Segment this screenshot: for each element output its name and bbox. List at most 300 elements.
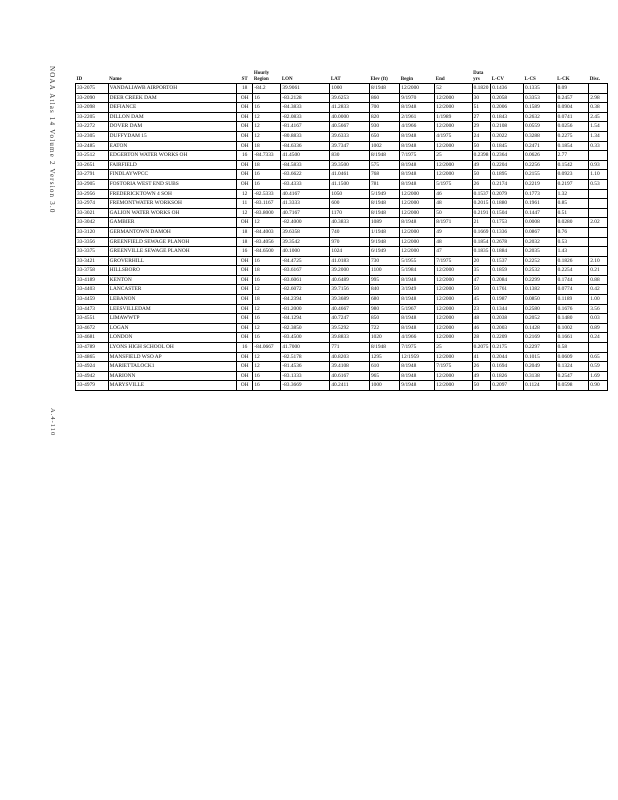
cell-begin: 12/2000 (400, 189, 435, 199)
cell-id: 33-4672 (76, 323, 109, 333)
cell-region: -84.6500 (253, 247, 281, 257)
cell-region: 12 (253, 285, 281, 295)
header-lck: L-CK (556, 67, 589, 84)
cell-begin: 8/1948 (400, 218, 435, 228)
cell-lcs: 0.3353 (523, 93, 556, 103)
page-number-text: A.4-110 (49, 408, 56, 437)
cell-lat: 1000 (330, 84, 370, 94)
cell-region: 16 (253, 103, 281, 113)
cell-lat: 40.8203 (330, 352, 370, 362)
cell-lck: 0.2457 (556, 93, 589, 103)
cell-st: OH (236, 352, 252, 362)
cell-elev: 768 (369, 170, 399, 180)
cell-yrs: 0.1854 (472, 237, 491, 247)
cell-disc: 0.33 (589, 141, 608, 151)
cell-st: 18 (236, 237, 252, 247)
cell-lat: 1024 (330, 247, 370, 257)
cell-region: -83.4056 (253, 237, 281, 247)
station-table (75, 67, 608, 391)
header-lon: LON (281, 67, 330, 84)
cell-region: 16 (253, 275, 281, 285)
cell-lck: 0.0774 (556, 285, 589, 295)
cell-begin: 12/2000 (400, 247, 435, 257)
cell-st: OH (236, 160, 252, 170)
header-lcs: L-CS (523, 67, 556, 84)
cell-name: HILLSBORO (108, 266, 236, 276)
cell-elev: 1/1948 (369, 227, 399, 237)
cell-st: 18 (236, 227, 252, 237)
cell-yrs: 50 (472, 381, 491, 391)
cell-yrs: 50 (472, 285, 491, 295)
cell-lcv: 0.2044 (491, 352, 524, 362)
cell-lon: 41.4500 (281, 151, 330, 161)
cell-lcv: 0.1859 (491, 266, 524, 276)
cell-lat: 771 (330, 343, 370, 353)
table-row (76, 343, 608, 353)
cell-id: 33-2791 (76, 170, 109, 180)
cell-elev: 650 (369, 131, 399, 141)
cell-region: 18 (253, 266, 281, 276)
cell-lck: 0.0741 (556, 112, 589, 122)
cell-yrs: 0.1669 (472, 227, 491, 237)
cell-begin: 4/1966 (400, 122, 435, 132)
cell-lat: 41.1500 (330, 179, 370, 189)
cell-lon: -81.4536 (281, 362, 330, 372)
cell-begin: 5/1984 (400, 266, 435, 276)
cell-elev: 700 (369, 103, 399, 113)
cell-begin: 12/2000 (400, 199, 435, 209)
cell-lcv: 0.2364 (491, 151, 524, 161)
cell-yrs: 41 (472, 352, 491, 362)
cell-yrs: 0.1835 (472, 247, 491, 257)
cell-st: OH (236, 323, 252, 333)
cell-lat: 39.3500 (330, 160, 370, 170)
cell-lat: 740 (330, 227, 370, 237)
cell-begin: 8/1948 (400, 103, 435, 113)
cell-id: 33-4924 (76, 362, 109, 372)
cell-elev: 930 (369, 122, 399, 132)
cell-yrs: 29 (472, 122, 491, 132)
cell-yrs: 24 (472, 131, 491, 141)
table-row (76, 122, 608, 132)
cell-lon: -83.1333 (281, 371, 330, 381)
cell-st: OH (236, 275, 252, 285)
cell-lcv: 0.1880 (491, 199, 524, 209)
cell-lat: 1170 (330, 208, 370, 218)
cell-yrs: 51 (472, 103, 491, 113)
cell-lcv: 0.1504 (491, 208, 524, 218)
cell-region: 16 (253, 256, 281, 266)
cell-lat: 41.2833 (330, 103, 370, 113)
cell-lcv: 0.2174 (491, 179, 524, 189)
cell-disc: 0.38 (589, 103, 608, 113)
cell-end: 12/2000 (435, 170, 472, 180)
cell-region: 16 (253, 333, 281, 343)
header-st: ST (236, 67, 252, 84)
cell-elev: 8/1948 (369, 343, 399, 353)
cell-st: OH (236, 295, 252, 305)
cell-disc: 0.88 (589, 275, 608, 285)
cell-lat: 39.3689 (330, 295, 370, 305)
cell-id: 33-2098 (76, 103, 109, 113)
cell-end: 48 (435, 199, 472, 209)
cell-lat: 41.0183 (330, 256, 370, 266)
cell-yrs: 35 (472, 266, 491, 276)
cell-lat: 39.2000 (330, 266, 370, 276)
cell-id: 33-3042 (76, 218, 109, 228)
cell-lcs: 0.1447 (523, 208, 556, 218)
table-row (76, 112, 608, 122)
cell-begin: 2/1961 (400, 112, 435, 122)
page-number (49, 408, 66, 438)
cell-disc: 1.54 (589, 122, 608, 132)
cell-id: 33-2905 (76, 179, 109, 189)
cell-end: 12/2000 (435, 323, 472, 333)
table-row (76, 160, 608, 170)
cell-name: FREDERICKTOWN 4 SOH (108, 189, 236, 199)
cell-lcv: 0.1761 (491, 285, 524, 295)
cell-lon: -82.0833 (281, 112, 330, 122)
cell-id: 33-4865 (76, 352, 109, 362)
cell-lcs: 0.1589 (523, 103, 556, 113)
header-yrs: Data yrs (472, 67, 491, 84)
cell-name: GAMBIER (108, 218, 236, 228)
cell-disc (589, 237, 608, 247)
cell-st: OH (236, 256, 252, 266)
cell-disc: 0.93 (589, 160, 608, 170)
cell-lon: -83.4500 (281, 333, 330, 343)
cell-lck: 0.09 (556, 84, 589, 94)
cell-region: -84.0667 (253, 343, 281, 353)
cell-begin: 5/1967 (400, 304, 435, 314)
cell-st: OH (236, 93, 252, 103)
cell-name: DILLON DAM (108, 112, 236, 122)
cell-name: FOSTORIA WEST END SUBS (108, 179, 236, 189)
cell-lcs: 0.3138 (523, 371, 556, 381)
cell-lon: -83.2128 (281, 93, 330, 103)
cell-end: 12/2000 (435, 352, 472, 362)
cell-region: 16 (253, 93, 281, 103)
cell-begin: 8/1948 (400, 275, 435, 285)
cell-lon: 41.3333 (281, 199, 330, 209)
cell-region: 12 (253, 323, 281, 333)
cell-disc (589, 189, 608, 199)
cell-begin: 12/2000 (400, 84, 435, 94)
table-row (76, 151, 608, 161)
cell-yrs: 49 (472, 160, 491, 170)
table-row (76, 237, 608, 247)
cell-lcv: 0.1537 (491, 256, 524, 266)
cell-name: DOVER DAM (108, 122, 236, 132)
cell-lcs: 0.2632 (523, 112, 556, 122)
cell-name: GREENVILLE SEWAGE PLANOH (108, 247, 236, 257)
cell-begin: 4/1966 (400, 333, 435, 343)
cell-region: 16 (253, 179, 281, 189)
cell-lcv: 0.1344 (491, 304, 524, 314)
cell-disc (589, 84, 608, 94)
cell-name: LONDON (108, 333, 236, 343)
cell-lat: 39.7347 (330, 141, 370, 151)
cell-region: 12 (253, 362, 281, 372)
cell-lcv: 0.2678 (491, 237, 524, 247)
cell-disc (589, 151, 608, 161)
cell-elev: 965 (369, 371, 399, 381)
cell-yrs: 46 (472, 323, 491, 333)
cell-st: OH (236, 333, 252, 343)
cell-lck: 0.53 (556, 237, 589, 247)
cell-lcv: 0.1753 (491, 218, 524, 228)
cell-lcs: 0.2052 (523, 314, 556, 324)
cell-end: 47 (435, 247, 472, 257)
cell-lcs: 0.2471 (523, 141, 556, 151)
cell-lck: 0.2275 (556, 131, 589, 141)
cell-begin: 8/1948 (400, 160, 435, 170)
table-row (76, 295, 608, 305)
cell-lcs: 0.1428 (523, 323, 556, 333)
cell-lat: 41.0461 (330, 170, 370, 180)
cell-id: 33-2272 (76, 122, 109, 132)
cell-elev: 575 (369, 160, 399, 170)
table-row (76, 199, 608, 209)
cell-st: 12 (236, 189, 252, 199)
cell-lcs: 0.1961 (523, 199, 556, 209)
table-row (76, 362, 608, 372)
cell-lcv: 0.1336 (491, 227, 524, 237)
cell-begin: 12/2000 (400, 227, 435, 237)
table-row (76, 170, 608, 180)
cell-lon: -82.6072 (281, 285, 330, 295)
cell-id: 33-3356 (76, 237, 109, 247)
cell-region: 16 (253, 170, 281, 180)
cell-name: GROVERHILL (108, 256, 236, 266)
cell-yrs: 26 (472, 179, 491, 189)
cell-lcs: 0.1335 (523, 84, 556, 94)
cell-lat: 39.8833 (330, 333, 370, 343)
header-disc: Disc. (589, 67, 608, 84)
table-row (76, 304, 608, 314)
cell-disc (589, 208, 608, 218)
cell-yrs: 30 (472, 93, 491, 103)
cell-disc: 0.42 (589, 285, 608, 295)
cell-lcv: 0.1436 (491, 84, 524, 94)
cell-lcv: 0.1845 (491, 141, 524, 151)
cell-region: -84.7333 (253, 151, 281, 161)
table-row (76, 314, 608, 324)
cell-lat: 40.6489 (330, 275, 370, 285)
cell-name: LIMAWWTP (108, 314, 236, 324)
cell-st: OH (236, 112, 252, 122)
cell-lon: -83.3669 (281, 381, 330, 391)
cell-begin: 8/1948 (400, 170, 435, 180)
cell-st: OH (236, 362, 252, 372)
cell-lcs: 0.0626 (523, 151, 556, 161)
cell-elev: 995 (369, 275, 399, 285)
cell-elev: 8/1948 (369, 84, 399, 94)
cell-lcs: 0.2297 (523, 343, 556, 353)
cell-disc: 0.59 (589, 362, 608, 372)
table-row (76, 84, 608, 94)
cell-lck: 0.51 (556, 208, 589, 218)
cell-lcv: 0.2003 (491, 323, 524, 333)
side-label-text: NOAA Atlas 14 Volume 2 Version 3.0 (48, 66, 56, 214)
cell-elev: 860 (369, 93, 399, 103)
table-body (76, 84, 608, 391)
cell-lck: 0.0280 (556, 218, 589, 228)
cell-lon: -84.4725 (281, 256, 330, 266)
cell-elev: 680 (369, 295, 399, 305)
cell-lcs: 0.2049 (523, 362, 556, 372)
cell-lat: 40.6167 (330, 371, 370, 381)
cell-lcv: 0.2006 (491, 103, 524, 113)
cell-yrs: 0.2398 (472, 151, 491, 161)
cell-begin: 3/1949 (400, 285, 435, 295)
table-row (76, 352, 608, 362)
cell-id: 33-4403 (76, 285, 109, 295)
cell-name: LANCASTER (108, 285, 236, 295)
cell-lck: 0.1189 (556, 295, 589, 305)
cell-lck: 0.1826 (556, 256, 589, 266)
header-row (76, 67, 608, 84)
cell-end: 12/2000 (435, 275, 472, 285)
cell-lck: 0.1676 (556, 304, 589, 314)
cell-region: -84.4003 (253, 227, 281, 237)
cell-name: FAIRFIELD (108, 160, 236, 170)
cell-lcs: 0.0008 (523, 218, 556, 228)
cell-yrs: 45 (472, 295, 491, 305)
cell-st: OH (236, 218, 252, 228)
table-row (76, 208, 608, 218)
cell-region: 16 (253, 371, 281, 381)
cell-name: DEER CREEK DAM (108, 93, 236, 103)
cell-lck: 0.2197 (556, 179, 589, 189)
cell-name: EATON (108, 141, 236, 151)
header-begin: Begin (400, 67, 435, 84)
cell-st: OH (236, 266, 252, 276)
cell-name: MARIONN (108, 371, 236, 381)
cell-lcs: 0.3288 (523, 131, 556, 141)
cell-st: 16 (236, 343, 252, 353)
cell-lck: 0.1480 (556, 314, 589, 324)
cell-region: 12 (253, 131, 281, 141)
cell-end: 12/2000 (435, 304, 472, 314)
cell-disc (589, 199, 608, 209)
cell-region: 12 (253, 112, 281, 122)
table-row (76, 131, 608, 141)
cell-lcs: 0.2035 (523, 247, 556, 257)
cell-elev: 730 (369, 256, 399, 266)
cell-elev: 1295 (369, 352, 399, 362)
cell-lck: 0.0904 (556, 103, 589, 113)
cell-name: MARIETTALOCK1 (108, 362, 236, 372)
cell-elev: 1002 (369, 141, 399, 151)
cell-end: 48 (435, 237, 472, 247)
cell-begin: 5/1955 (400, 256, 435, 266)
cell-id: 33-2956 (76, 189, 109, 199)
header-elev: Elev (ft) (369, 67, 399, 84)
table-row (76, 179, 608, 189)
cell-lck: 0.2254 (556, 266, 589, 276)
cell-id: 33-2974 (76, 199, 109, 209)
cell-elev: 781 (369, 179, 399, 189)
cell-lck: 0.1744 (556, 275, 589, 285)
cell-lck: 0.2547 (556, 371, 589, 381)
cell-end: 12/2000 (435, 333, 472, 343)
cell-id: 33-4979 (76, 381, 109, 391)
cell-lcs: 0.2532 (523, 266, 556, 276)
cell-disc: 1.69 (589, 371, 608, 381)
cell-st: 16 (236, 247, 252, 257)
cell-yrs: 28 (472, 333, 491, 343)
cell-lck: 0.85 (556, 199, 589, 209)
cell-lon: -83.6622 (281, 170, 330, 180)
cell-name: LYONS HIGH SCHOOL OH (108, 343, 236, 353)
cell-id: 33-4473 (76, 304, 109, 314)
table-row (76, 323, 608, 333)
cell-lcs: 0.0559 (523, 122, 556, 132)
header-name: Name (108, 67, 236, 84)
cell-disc: 1.34 (589, 131, 608, 141)
cell-lon: -83.6061 (281, 275, 330, 285)
cell-begin: 8/1948 (400, 179, 435, 189)
cell-lon: -83.4333 (281, 179, 330, 189)
cell-end: 12/2000 (435, 122, 472, 132)
cell-lcs: 0.1015 (523, 352, 556, 362)
cell-lat: 39.7156 (330, 285, 370, 295)
cell-name: FINDLAYWPCC (108, 170, 236, 180)
cell-lck: 0.1324 (556, 362, 589, 372)
cell-disc (589, 227, 608, 237)
cell-lcs: 0.2155 (523, 170, 556, 180)
table-row (76, 103, 608, 113)
cell-yrs: 0.1537 (472, 189, 491, 199)
cell-elev: 8/1948 (369, 208, 399, 218)
cell-yrs: 21 (472, 218, 491, 228)
cell-lcv: 0.1826 (491, 371, 524, 381)
cell-elev: 980 (369, 304, 399, 314)
cell-st: OH (236, 381, 252, 391)
cell-name: DUFFYDAM 15 (108, 131, 236, 141)
cell-begin: 8/1948 (400, 295, 435, 305)
cell-st: OH (236, 314, 252, 324)
cell-end: 7/1975 (435, 362, 472, 372)
cell-yrs: 26 (472, 362, 491, 372)
cell-lcs: 0.1124 (523, 381, 556, 391)
cell-disc: 0.89 (589, 323, 608, 333)
cell-yrs: 0.2075 (472, 343, 491, 353)
cell-lon: -84.2394 (281, 295, 330, 305)
table-row (76, 266, 608, 276)
cell-lon: 39.3542 (281, 237, 330, 247)
cell-lon: -84.5833 (281, 160, 330, 170)
table-row (76, 371, 608, 381)
cell-begin: 8/1948 (400, 131, 435, 141)
cell-id: 33-3120 (76, 227, 109, 237)
cell-lck: 1.43 (556, 247, 589, 257)
cell-lcs: 0.0850 (523, 295, 556, 305)
cell-st: OH (236, 141, 252, 151)
table-row (76, 333, 608, 343)
cell-lat: 40.7247 (330, 314, 370, 324)
cell-elev: 1089 (369, 218, 399, 228)
side-label (48, 66, 66, 416)
cell-lcv: 0.2108 (491, 122, 524, 132)
header-region: Hourly Region (253, 67, 281, 84)
table-row (76, 141, 608, 151)
cell-lat: 1050 (330, 189, 370, 199)
cell-id: 33-2075 (76, 84, 109, 94)
cell-lcv: 0.2084 (491, 275, 524, 285)
cell-lck: 0.58 (556, 343, 589, 353)
